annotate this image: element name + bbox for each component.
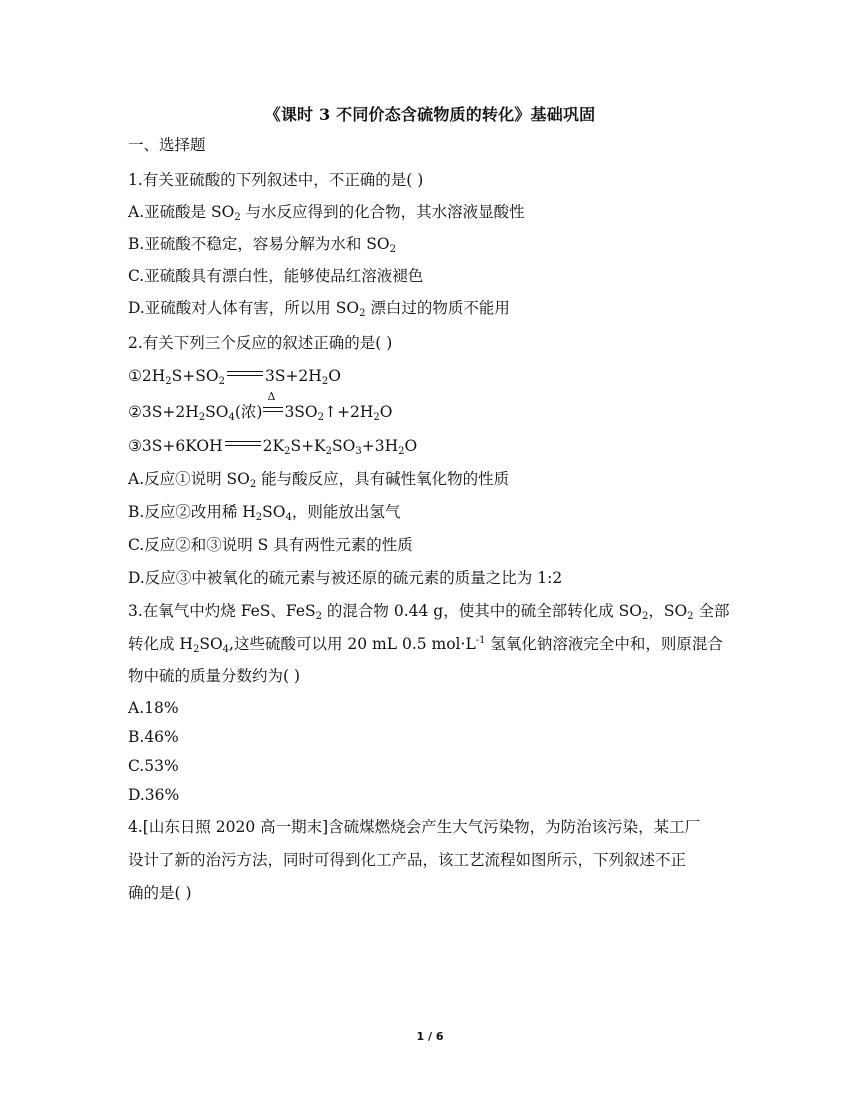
question-1-option-d: D.亚硫酸对人体有害，所以用 $SO_2$ 漂白过的物质不能用 <box>128 299 510 319</box>
question-2-option-a: A.反应①说明 $SO_2$ 能与酸反应，具有碱性氧化物的性质 <box>128 470 510 490</box>
question-1-stem: 1.有关亚硫酸的下列叙述中，不正确的是( ) <box>128 171 424 189</box>
question-3-line-2: 转化成 $H_2SO_4$,这些硫酸可以用 20 mL 0.5 $mol\cdot L^{-1}$ 氢氧化钠溶液完全中和，则原混合 <box>128 635 723 655</box>
page-number: 1 / 6 <box>416 1030 444 1043</box>
document-title: 《课时 3 不同价态含硫物质的转化》基础巩固 <box>264 105 596 124</box>
question-1-option-a: A.亚硫酸是 $SO_2$ 与水反应得到的化合物，其水溶液显酸性 <box>128 203 525 223</box>
question-2-option-b: B.反应②改用稀 $H_2SO_4$，则能放出氢气 <box>128 503 401 523</box>
question-4-line-1: 4.[山东日照 2020 高一期末]含硫煤燃烧会产生大气污染物，为防治该污染，某工厂 <box>128 818 701 836</box>
question-1-option-c: C.亚硫酸具有漂白性，能够使品红溶液褪色 <box>128 267 424 285</box>
section-heading: 一、选择题 <box>128 136 206 154</box>
reaction-1: $①2H_2S+SO_2$ $3S+2H_2O$ <box>128 367 341 387</box>
question-4-line-2: 设计了新的治污方法，同时可得到化工产品，该工艺流程如图所示，下列叙述不正 <box>128 851 687 869</box>
reaction-3: ③3S+6KOH $2K_2S+K_2SO_3+3H_2O$ <box>128 437 418 457</box>
question-1-option-b: B.亚硫酸不稳定，容易分解为水和 $SO_2$ <box>128 235 396 255</box>
question-2-option-d: D.反应③中被氧化的硫元素与被还原的硫元素的质量之比为 1:2 <box>128 569 563 587</box>
question-3-option-d: D.36% <box>128 786 180 804</box>
question-3-line-1: 3.在氧气中灼烧 FeS、FeS$_2$ 的混合物 0.44 g，使其中的硫全部转化成 $SO_2$，$SO_2$ 全部 <box>128 602 730 622</box>
question-4-line-3: 确的是( ) <box>128 884 192 902</box>
question-2-option-c: C.反应②和③说明 S 具有两性元素的性质 <box>128 536 413 554</box>
question-2-stem: 2.有关下列三个反应的叙述正确的是( ) <box>128 334 393 352</box>
reaction-2: $②3S+2H_2SO_4$(浓) Δ $3SO_2↑+2H_2O$ <box>128 390 393 423</box>
question-3-option-a: A.18% <box>128 699 179 717</box>
question-3-option-c: C.53% <box>128 757 179 775</box>
question-3-line-3: 物中硫的质量分数约为( ) <box>128 667 301 685</box>
question-3-option-b: B.46% <box>128 728 179 746</box>
